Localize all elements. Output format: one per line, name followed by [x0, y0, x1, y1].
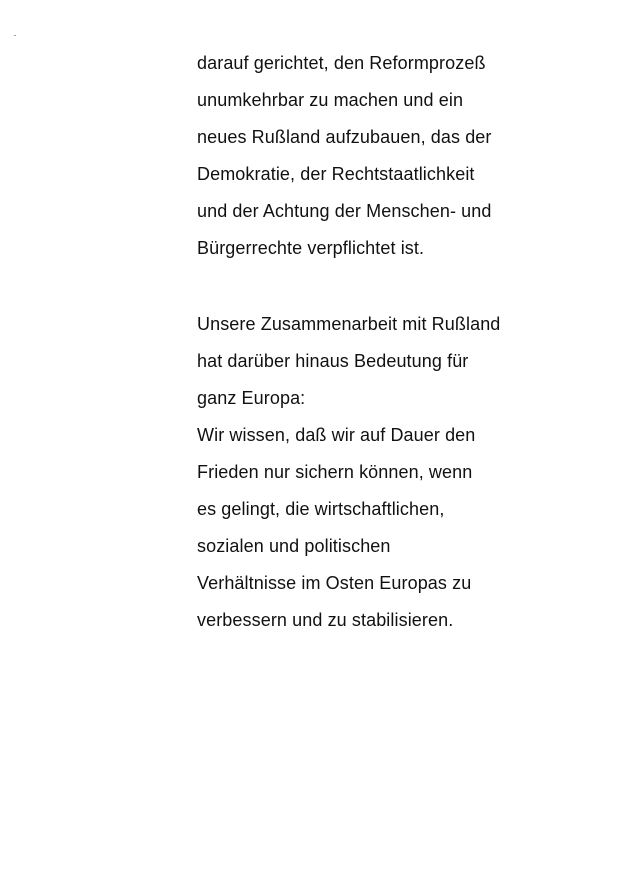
text-line: neues Rußland aufzubauen, das der — [197, 127, 492, 147]
paragraph-2 — [197, 306, 597, 639]
text-line: es gelingt, die wirtschaftlichen, — [197, 499, 445, 519]
text-line: Unsere Zusammenarbeit mit Rußland — [197, 314, 501, 334]
text-line: Demokratie, der Rechtstaatlichkeit — [197, 164, 475, 184]
text-line: darauf gerichtet, den Reformprozeß — [197, 53, 486, 73]
text-line: ganz Europa: — [197, 388, 306, 408]
text-line: Wir wissen, daß wir auf Dauer den — [197, 425, 476, 445]
text-line: unumkehrbar zu machen und ein — [197, 90, 464, 110]
text-line: Verhältnisse im Osten Europas zu — [197, 573, 472, 593]
text-line: Bürgerrechte verpflichtet ist. — [197, 238, 425, 258]
text-line: Frieden nur sichern können, wenn — [197, 462, 473, 482]
text-line: und der Achtung der Menschen- und — [197, 201, 492, 221]
paragraph-1 — [197, 45, 597, 267]
scan-speck — [14, 35, 16, 36]
text-line: verbessern und zu stabilisieren. — [197, 610, 454, 630]
text-line: sozialen und politischen — [197, 536, 391, 556]
text-line: hat darüber hinaus Bedeutung für — [197, 351, 469, 371]
